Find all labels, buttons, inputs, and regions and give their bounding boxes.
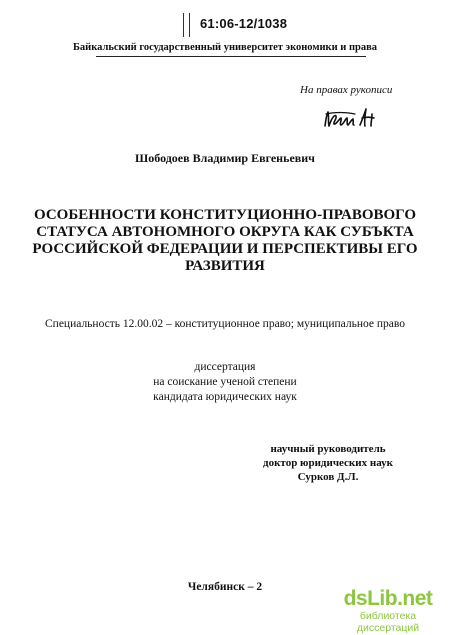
dissertation-title: [30, 207, 420, 275]
degree-block: [0, 360, 450, 405]
manuscript-rights-note: На правах рукописи: [300, 84, 393, 96]
header-rule: [96, 56, 366, 57]
author-name: Шободоев Владимир Евгеньевич: [135, 151, 315, 165]
archive-code: 61:06-12/1038: [200, 16, 288, 31]
university-name: Байкальский государственный университет экономики и права: [72, 42, 378, 53]
site-watermark: [332, 588, 444, 634]
supervisor-degree: доктор юридических наук: [263, 457, 393, 469]
stamp-divider: [183, 13, 184, 37]
stamp-divider: [189, 13, 190, 37]
degree-line: на соискание ученой степени: [153, 376, 297, 388]
supervisor-role: научный руководитель: [270, 443, 386, 455]
title-line: РАЗВИТИЯ: [185, 258, 265, 274]
watermark-caption: библиотека диссертаций: [356, 610, 420, 634]
watermark-logo: dsLib.net: [343, 587, 433, 610]
specialty-line: Специальность 12.00.02 – конституционное право; муниципальное право: [45, 318, 405, 330]
title-line: РОССИЙСКОЙ ФЕДЕРАЦИИ И ПЕРСПЕКТИВЫ ЕГО: [32, 241, 418, 257]
title-line: СТАТУСА АВТОНОМНОГО ОКРУГА КАК СУБЪКТА: [36, 224, 414, 240]
degree-line: диссертация: [194, 361, 256, 373]
degree-line: кандидата юридических наук: [153, 391, 297, 403]
city-year: Челябинск – 2: [187, 581, 263, 593]
supervisor-block: [258, 442, 398, 484]
title-line: ОСОБЕННОСТИ КОНСТИТУЦИОННО-ПРАВОВОГО: [34, 207, 416, 223]
archive-stamp: [0, 13, 450, 41]
handwritten-signature: [322, 106, 380, 132]
supervisor-name: Сурков Д.Л.: [297, 471, 359, 483]
